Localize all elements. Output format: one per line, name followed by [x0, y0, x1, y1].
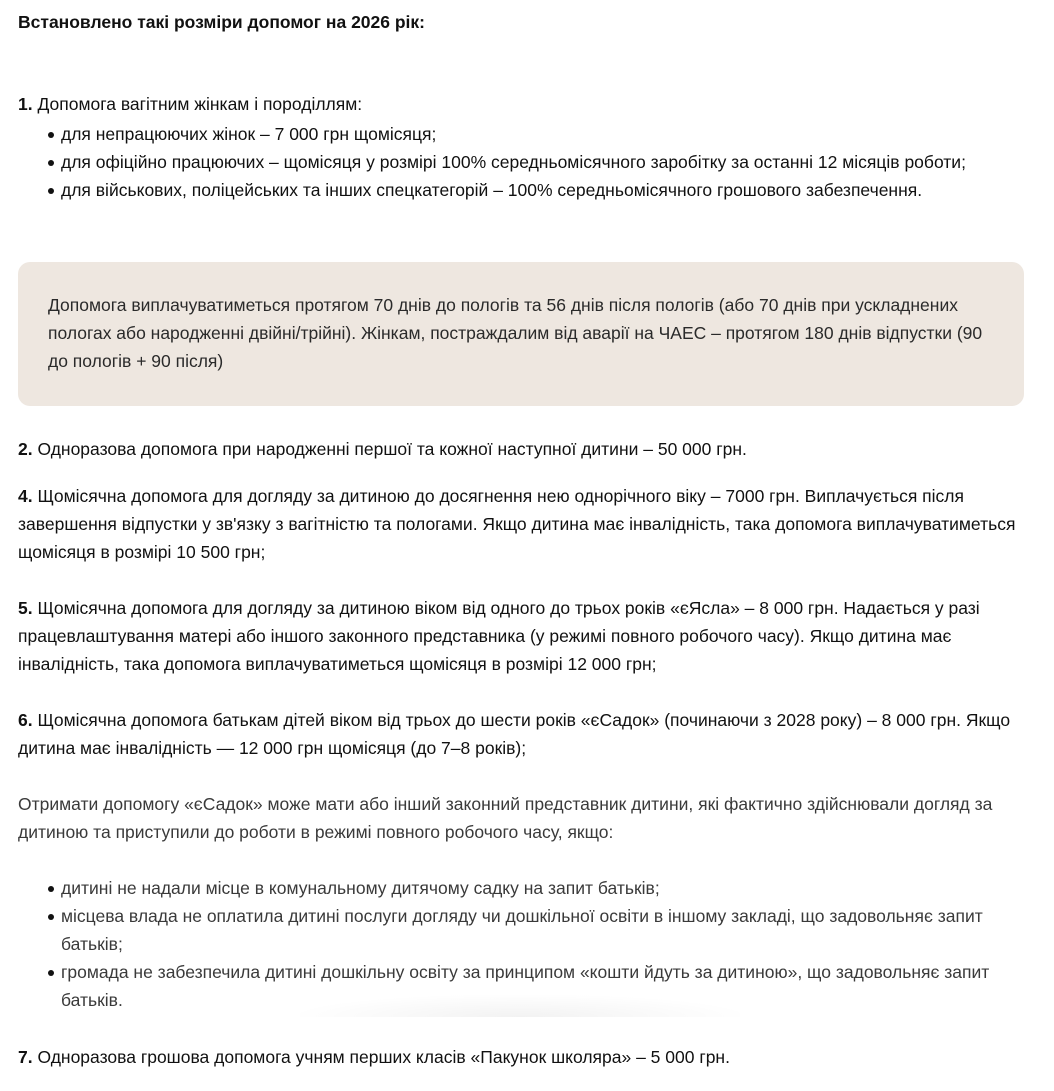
list-item [44, 902, 1014, 958]
bullet-icon [48, 886, 54, 892]
bullet-icon [48, 188, 54, 194]
yesadok-conditions-list [44, 874, 1014, 1014]
bullet-icon [48, 970, 54, 976]
callout-box [18, 262, 1024, 406]
list-item-text: місцева влада не оплатила дитині послуги догляду чи дошкільної освіти в іншому закладі, що задовольняє запит батьків; [61, 906, 983, 954]
list-item [44, 874, 1014, 902]
bullet-icon [48, 914, 54, 920]
item-text: Одноразова допомога при народженні першої та кожної наступної дитини – 50 000 грн. [32, 439, 747, 459]
item-number: 6. [18, 710, 33, 730]
item-number: 4. [18, 486, 33, 506]
item-1-pregnancy-benefit [18, 90, 1018, 118]
list-item-text: дитині не надали місце в комунальному дитячому садку на запит батьків; [61, 878, 660, 898]
section-heading: Встановлено такі розміри допомог на 2026 рік: [18, 12, 425, 32]
list-item [44, 958, 1014, 1014]
item-2-birth-benefit [18, 435, 1018, 463]
bullet-icon [48, 160, 54, 166]
list-item [44, 148, 1014, 176]
list-item-text: для непрацюючих жінок – 7 000 грн щомісяця; [61, 124, 437, 144]
item-7-school-package [18, 1043, 1018, 1071]
item-4-childcare-benefit [18, 482, 1018, 566]
item-text: Щомісячна допомога для догляду за дитиною до досягнення нею однорічного віку – 7000 грн. Виплачується після завершення відпустки у зв'язку з вагітністю та пологами. Якщо дитина має інвалідність, така допомога виплачуватиметься щомісяця в розмірі 10 500 грн; [18, 486, 1016, 562]
list-item-text: для офіційно працюючих – щомісяця у розмірі 100% середньомісячного заробітку за останні 12 місяців роботи; [61, 152, 966, 172]
item-5-yesla-benefit [18, 594, 1018, 678]
item-6-yesadok-benefit [18, 706, 1018, 762]
item-text: Щомісячна допомога батькам дітей віком від трьох до шести років «єСадок» (починаючи з 2028 року) – 8 000 грн. Якщо дитина має інвалідність — 12 000 грн щомісяця (до 7–8 років); [18, 710, 1011, 758]
item-number: 1. [18, 94, 33, 114]
list-item [44, 120, 1014, 148]
list-item-text: для військових, поліцейських та інших спецкатегорій – 100% середньомісячного грошового забезпечення. [61, 180, 923, 200]
item-text: Одноразова грошова допомога учням перших класів «Пакунок школяра» – 5 000 грн. [32, 1047, 730, 1067]
item-number: 7. [18, 1047, 33, 1067]
item-number: 2. [18, 439, 33, 459]
callout-text: Допомога виплачуватиметься протягом 70 днів до пологів та 56 днів після пологів (або 70 днів при ускладнених пологах або народженні двійні/трійні). Жінкам, постраждалим від аварії на ЧАЕС – протягом 180 днів відпустки (90 до пологів + 90 після) [48, 295, 983, 371]
item-number: 5. [18, 598, 33, 618]
pregnancy-benefit-list [44, 120, 1014, 204]
item-text: Допомога вагітним жінкам і породіллям: [32, 94, 363, 114]
list-item-text: громада не забезпечила дитині дошкільну освіту за принципом «кошти йдуть за дитиною», що задовольняє запит батьків. [61, 962, 990, 1010]
item-text: Щомісячна допомога для догляду за дитиною віком від одного до трьох років «єЯсла» – 8 000 грн. Надається у разі працевлаштування матері або іншого законного представника (у режимі повного робочого часу). Якщо дитина має інвалідність, така допомога виплачуватиметься щомісяця в розмірі 12 000 грн; [18, 598, 980, 674]
yesadok-eligibility-intro: Отримати допомогу «єСадок» може мати або інший законний представник дитини, які фактично здійснювали догляд за дитиною та приступили до роботи в режимі повного робочого часу, якщо: [18, 794, 993, 842]
bullet-icon [48, 132, 54, 138]
list-item [44, 176, 1014, 204]
